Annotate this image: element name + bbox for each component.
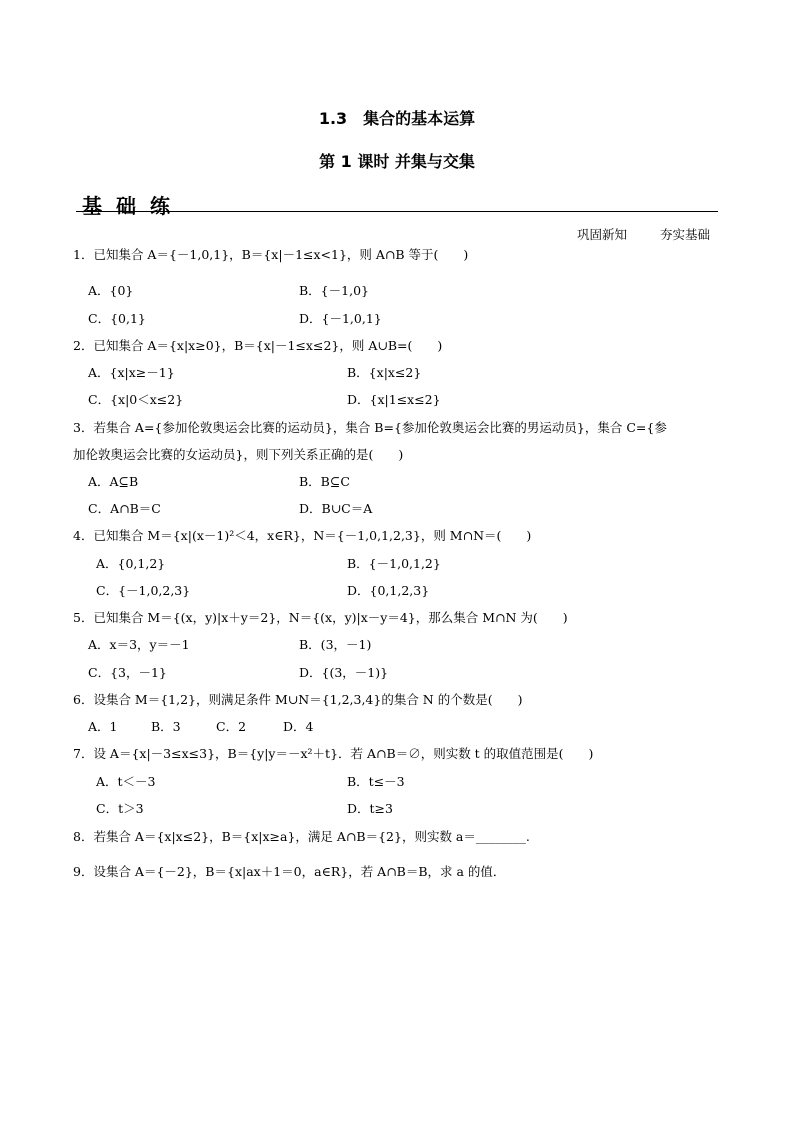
section-tag-right: 夯实基础 bbox=[660, 227, 711, 242]
question-3-option-c: C．A∩B＝C bbox=[88, 501, 161, 516]
question-3-option-d: D．B∪C＝A bbox=[299, 501, 373, 516]
question-4-stem: 4．已知集合 M＝{x|(x－1)²＜4，x∈R}，N＝{－1,0,1,2,3}，则 M∩N＝( ) bbox=[73, 528, 532, 543]
question-5-option-b: B．(3，－1) bbox=[299, 637, 372, 652]
section-tag-left: 巩固新知 bbox=[577, 227, 628, 242]
question-6-stem: 6．设集合 M＝{1,2}，则满足条件 M∪N＝{1,2,3,4}的集合 N 的个数是( ) bbox=[73, 692, 523, 707]
question-6-option-a: A．1 bbox=[88, 719, 118, 734]
question-7-option-a: A．t＜－3 bbox=[96, 774, 156, 789]
question-1-stem: 1．已知集合 A＝{－1,0,1}，B＝{x|－1≤x<1}，则 A∩B 等于( ) bbox=[73, 247, 469, 262]
question-7-option-b: B．t≤－3 bbox=[347, 774, 405, 789]
question-1-option-a: A．{0} bbox=[88, 283, 134, 298]
question-7-option-c: C．t＞3 bbox=[96, 801, 144, 816]
question-3-option-b: B．B⊆C bbox=[299, 474, 350, 489]
question-8-stem: 8．若集合 A＝{x|x≤2}，B＝{x|x≥a}，满足 A∩B＝{2}，则实数 a＝________. bbox=[73, 829, 530, 844]
section-divider bbox=[76, 211, 718, 212]
question-2-option-a: A．{x|x≥－1} bbox=[88, 365, 175, 380]
question-1-option-d: D．{－1,0,1} bbox=[299, 311, 382, 326]
question-3-stem-continued: 加伦敦奥运会比赛的女运动员}，则下列关系正确的是( ) bbox=[73, 447, 404, 462]
question-1-option-c: C．{0,1} bbox=[88, 311, 146, 326]
question-6-option-c: C．2 bbox=[216, 719, 247, 734]
question-6-option-b: B．3 bbox=[151, 719, 181, 734]
question-2-option-b: B．{x|x≤2} bbox=[347, 365, 422, 380]
question-4-option-c: C．{－1,0,2,3} bbox=[96, 583, 191, 598]
question-4-option-a: A．{0,1,2} bbox=[96, 556, 166, 571]
question-5-option-d: D．{(3，－1)} bbox=[299, 665, 389, 680]
question-5-option-a: A．x＝3，y＝－1 bbox=[88, 637, 190, 652]
lesson-subtitle: 第 1 课时 并集与交集 bbox=[319, 152, 475, 171]
section-heading: 基础练 bbox=[82, 194, 184, 218]
question-6-option-d: D．4 bbox=[283, 719, 314, 734]
question-4-option-d: D．{0,1,2,3} bbox=[347, 583, 430, 598]
question-5-stem: 5．已知集合 M＝{(x，y)|x＋y＝2}，N＝{(x，y)|x－y＝4}，那么集合 M∩N 为( ) bbox=[73, 610, 568, 625]
question-2-option-c: C．{x|0＜x≤2} bbox=[88, 392, 184, 407]
question-7-stem: 7．设 A＝{x|－3≤x≤3}，B＝{y|y＝－x²＋t}．若 A∩B＝∅，则实数 t 的取值范围是( ) bbox=[73, 746, 594, 761]
question-2-stem: 2．已知集合 A＝{x|x≥0}，B＝{x|－1≤x≤2}，则 A∪B=( ) bbox=[73, 338, 443, 353]
question-3-stem: 3．若集合 A={参加伦敦奥运会比赛的运动员}，集合 B={参加伦敦奥运会比赛的男运动员}，集合 C={参 bbox=[73, 420, 667, 435]
question-1-option-b: B．{－1,0} bbox=[299, 283, 369, 298]
question-5-option-c: C．{3，－1} bbox=[88, 665, 167, 680]
question-4-option-b: B．{－1,0,1,2} bbox=[347, 556, 441, 571]
question-9-stem: 9．设集合 A＝{－2}，B＝{x|ax＋1＝0，a∈R}，若 A∩B＝B，求 a 的值． bbox=[73, 864, 506, 879]
question-3-option-a: A．A⊆B bbox=[88, 474, 139, 489]
page-title: 1.3 集合的基本运算 bbox=[318, 109, 476, 128]
question-7-option-d: D．t≥3 bbox=[347, 801, 393, 816]
question-2-option-d: D．{x|1≤x≤2} bbox=[347, 392, 441, 407]
